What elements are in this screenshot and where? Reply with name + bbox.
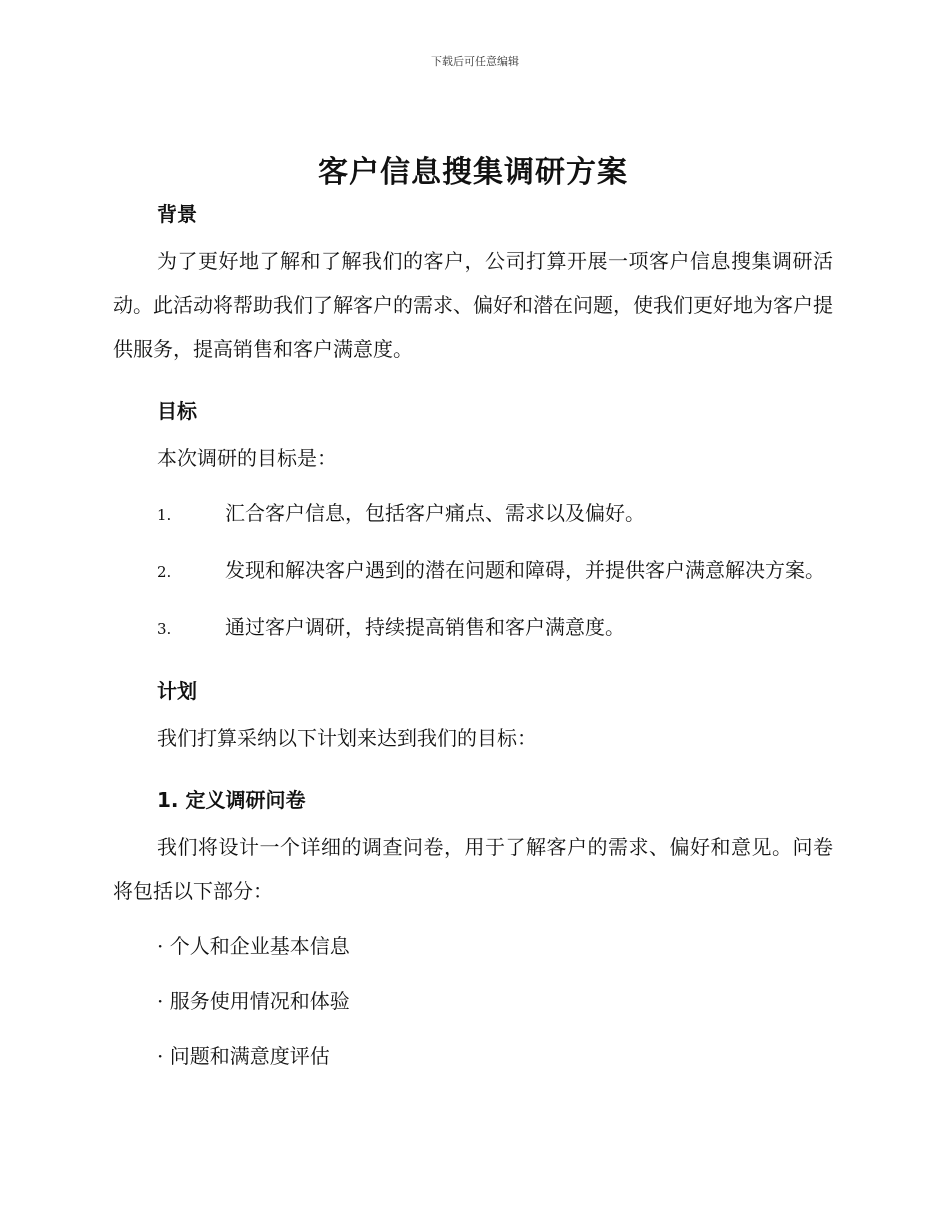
background-paragraph: 为了更好地了解和了解我们的客户，公司打算开展一项客户信息搜集调研活动。此活动将帮助我们了解客户的需求、偏好和潜在问题，使我们更好地为客户提供服务，提高销售和客户满意度。 [113, 249, 833, 361]
goal-item-text: 汇合客户信息，包括客户痛点、需求以及偏好。 [225, 501, 645, 525]
document-body [113, 150, 833, 1078]
goal-item [113, 605, 833, 651]
goal-item-number: 1. [157, 506, 172, 524]
bullet-item: · 服务使用情况和体验 [157, 989, 350, 1013]
questionnaire-paragraph: 我们将设计一个详细的调查问卷，用于了解客户的需求、偏好和意见。问卷将包括以下部分： [113, 835, 833, 903]
section-heading-goals: 目标 [157, 399, 197, 423]
goal-item-number: 3. [157, 620, 172, 638]
page-header-note: 下载后可任意编辑 [431, 55, 519, 68]
goal-item-number: 2. [157, 563, 172, 581]
goal-item [113, 548, 833, 594]
document-title: 客户信息搜集调研方案 [318, 155, 628, 190]
subheading-define-questionnaire: 1. 定义调研问卷 [157, 788, 306, 812]
goal-item-text: 通过客户调研，持续提高销售和客户满意度。 [225, 615, 625, 639]
plan-intro: 我们打算采纳以下计划来达到我们的目标： [157, 726, 537, 750]
section-heading-background: 背景 [157, 202, 197, 226]
bullet-item: · 个人和企业基本信息 [157, 934, 350, 958]
goals-intro: 本次调研的目标是： [157, 446, 337, 470]
goal-item-text: 发现和解决客户遇到的潜在问题和障碍，并提供客户满意解决方案。 [225, 558, 825, 582]
section-heading-plan: 计划 [157, 679, 197, 703]
bullet-item: · 问题和满意度评估 [157, 1044, 330, 1068]
goal-item [113, 491, 833, 537]
